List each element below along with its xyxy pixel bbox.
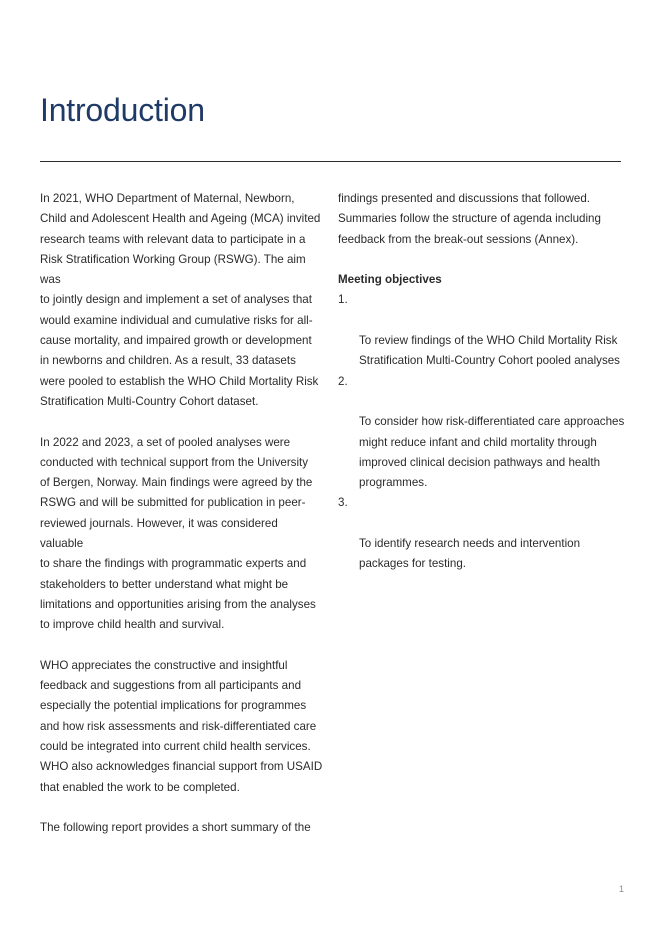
meeting-objectives-list bbox=[338, 290, 628, 574]
intro-paragraph-continuation: findings presented and discussions that followed. Summaries follow the structure of agenda including feedback from the break-out sessions (Annex). bbox=[338, 192, 601, 246]
objective-text: To consider how risk-differentiated care approaches might reduce infant and child mortality through improved clinical decision pathways and health programmes. bbox=[359, 415, 625, 490]
objective-item bbox=[338, 372, 628, 494]
objective-item bbox=[338, 493, 628, 574]
objective-text: To review findings of the WHO Child Mortality Risk Stratification Multi-Country Cohort pooled analyses bbox=[359, 334, 620, 368]
page-number: 1 bbox=[618, 884, 624, 894]
objective-item bbox=[338, 290, 628, 371]
objective-number: 2. bbox=[338, 374, 348, 388]
left-column bbox=[40, 189, 324, 839]
page-title: Introduction bbox=[40, 92, 205, 128]
meeting-objectives-heading: Meeting objectives bbox=[338, 273, 442, 287]
objective-text: To identify research needs and intervention packages for testing. bbox=[359, 537, 581, 571]
objective-number: 3. bbox=[338, 496, 348, 510]
intro-paragraph-2: In 2022 and 2023, a set of pooled analyses were conducted with technical support from the University of Bergen, Norway. Main findings were agreed by the RSWG and will be submitted for publication in peer- reviewed journals. However, it was considered valuable to share the findings with programmatic experts and stakeholders to better understand what might be limitations and opportunities arising from the analyses to improve child health and survival. bbox=[40, 435, 316, 632]
intro-paragraph-4: The following report provides a short summary of the bbox=[40, 821, 311, 835]
right-column bbox=[338, 189, 628, 575]
intro-paragraph-1: In 2021, WHO Department of Maternal, Newborn, Child and Adolescent Health and Ageing (MCA) invited research teams with relevant data to participate in a Risk Stratification Working Group (RSWG). The aim was to jointly design and implement a set of analyses that would examine individual and cumulative risks for all- cause mortality, and impaired growth or development in newborns and children. As a result, 33 datasets were pooled to establish the WHO Child Mortality Risk Stratification Multi-Country Cohort dataset. bbox=[40, 192, 321, 408]
title-divider bbox=[40, 161, 621, 162]
objective-number: 1. bbox=[338, 293, 348, 307]
intro-paragraph-3: WHO appreciates the constructive and insightful feedback and suggestions from all participants and especially the potential implications for programmes and how risk assessments and risk-differentiated care could be integrated into current child health services. WHO also acknowledges financial support from USAID that enabled the work to be completed. bbox=[40, 658, 323, 794]
